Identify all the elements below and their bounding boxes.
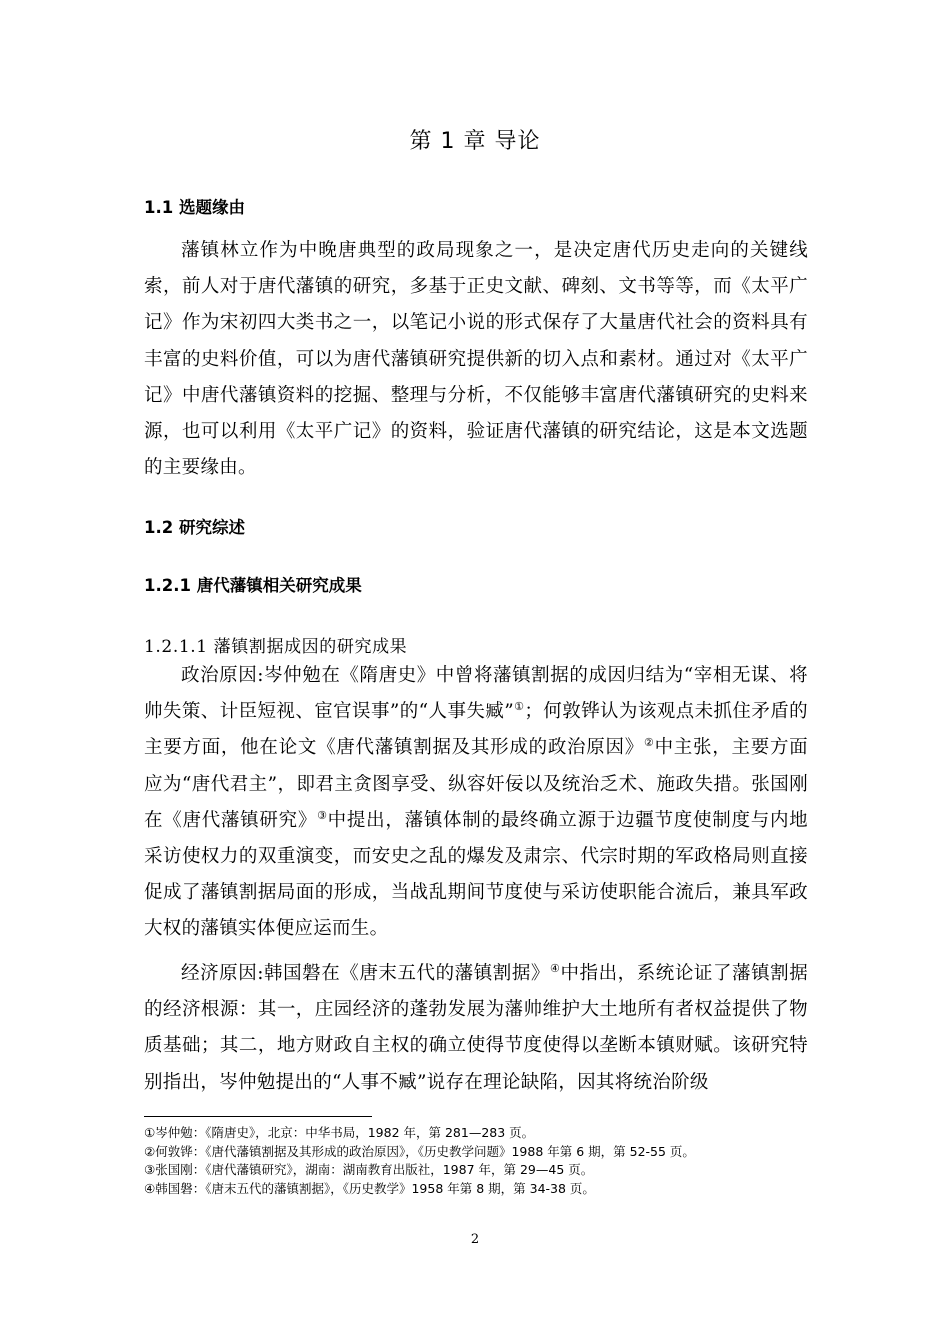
political-text-c: 中主张，主要方面应为“唐代君主”，即君主贪图享受、纵容奸佞以及统治乏术、施政失措。张国刚在《唐代藩镇研究》 <box>144 737 808 831</box>
footnote-4: ④韩国磐：《唐末五代的藩镇割据》，《历史教学》1958 年第 8 期，第 34-38 页。 <box>144 1180 595 1196</box>
section-heading-1-2-1: 1.2.1 唐代藩镇相关研究成果 <box>144 576 362 595</box>
footnote-separator <box>144 1116 372 1117</box>
section-heading-1-1: 1.1 选题缘由 <box>144 198 245 217</box>
footnote-ref-4[interactable]: ④ <box>550 962 561 975</box>
paragraph-political-causes <box>144 658 808 948</box>
chapter-title: 第 1 章 导论 <box>409 129 541 154</box>
economic-text-a: 经济原因:韩国磐在《唐末五代的藩镇割据》 <box>181 963 550 984</box>
paragraph-economic-causes <box>144 956 808 1101</box>
page-number: 2 <box>470 1232 480 1247</box>
footnote-ref-3[interactable]: ③ <box>317 808 328 822</box>
economic-text-b: 中指出，系统论证了藩镇割据的经济根源：其一，庄园经济的蓬勃发展为藩帅维护大土地所有者权益提供了物质基础；其二，地方财政自主权的确立使得节度使得以垄断本镇财赋。该研究特别指出，岑仲勉提出的“人事不臧”说存在理论缺陷，因其将统治阶级 <box>144 963 808 1093</box>
section-heading-1-2: 1.2 研究综述 <box>144 518 245 537</box>
political-text-d: 中提出，藩镇体制的最终确立源于边疆节度使制度与内地采访使权力的双重演变，而安史之乱的爆发及肃宗、代宗时期的军政格局则直接促成了藩镇割据局面的形成，当战乱期间节度使与采访使职能合流后，兼具军政大权的藩镇实体便应运而生。 <box>144 809 808 940</box>
footnote-ref-2[interactable]: ② <box>643 736 655 750</box>
footnote-3: ③张国刚：《唐代藩镇研究》，湖南：湖南教育出版社，1987 年，第 29—45 页。 <box>144 1162 594 1177</box>
political-text-b: ；何敦铧认为该观点未抓住矛盾的主要方面，他在论文《唐代藩镇割据及其形成的政治原因》 <box>144 701 808 759</box>
footnote-ref-1[interactable]: ① <box>513 700 525 714</box>
footnote-2: ②何敦铧：《唐代藩镇割据及其形成的政治原因》，《历史教学问题》1988 年第 6 期，第 52-55 页。 <box>144 1143 695 1159</box>
footnotes <box>144 1124 810 1198</box>
section-heading-1-2-1-1: 1.2.1.1 藩镇割据成因的研究成果 <box>144 637 408 657</box>
footnote-1: ①岑仲勉：《隋唐史》，北京：中华书局，1982 年，第 281—283 页。 <box>144 1125 535 1140</box>
paragraph-selection-reason: 藩镇林立作为中晚唐典型的政局现象之一，是决定唐代历史走向的关键线索，前人对于唐代藩镇的研究，多基于正史文献、碑刻、文书等等，而《太平广记》作为宋初四大类书之一，以笔记小说的形式保存了大量唐代社会的资料具有丰富的史料价值，可以为唐代藩镇研究提供新的切入点和素材。通过对《太平广记》中唐代藩镇资料的挖掘、整理与分析，不仅能够丰富唐代藩镇研究的史料来源，也可以利用《太平广记》的资料，验证唐代藩镇的研究结论，这是本文选题的主要缘由。 <box>144 240 808 479</box>
political-text-a: 政治原因:岑仲勉在《隋唐史》中曾将藩镇割据的成因归结为“宰相无谋、将帅失策、计臣短视、宦官误事”的“人事失臧” <box>144 665 808 723</box>
